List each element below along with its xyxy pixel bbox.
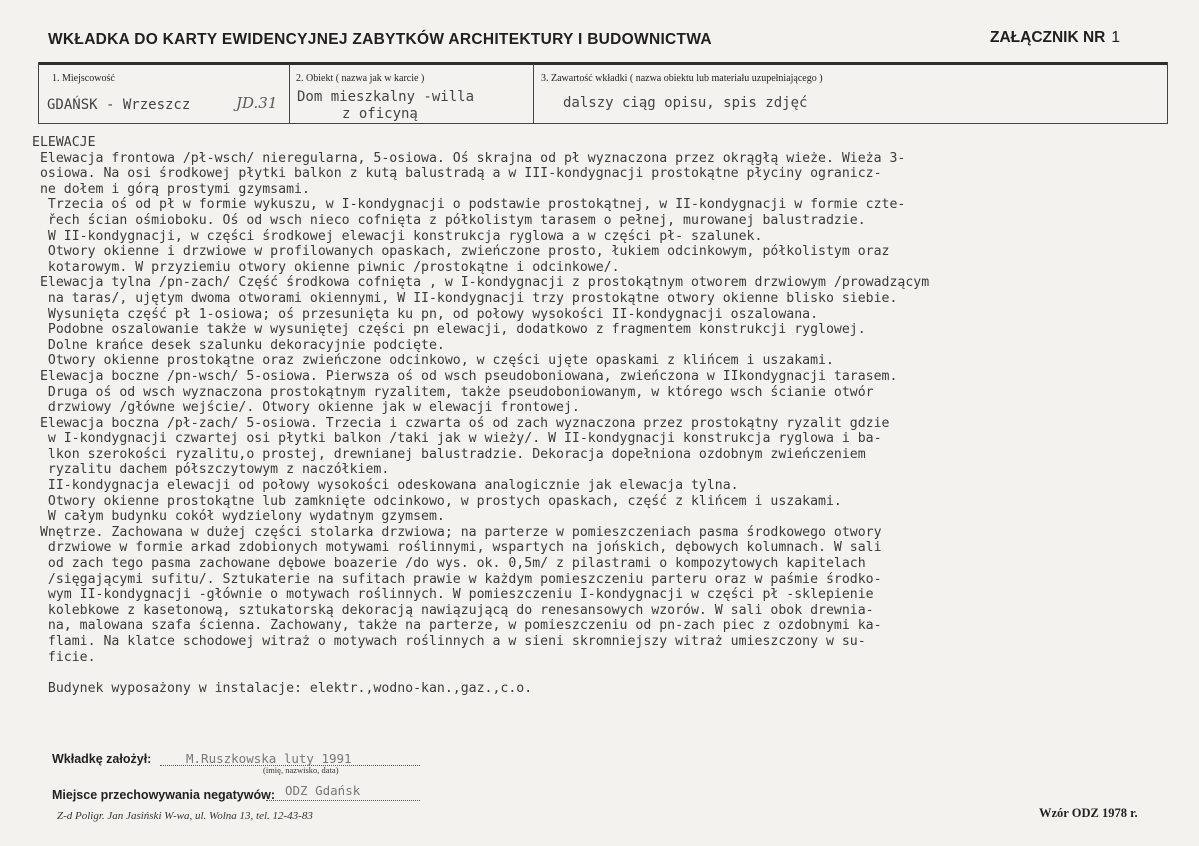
body-line: ne dołem i górą prostymi gzymsami. <box>32 181 310 197</box>
object-label: 2. Obiekt ( nazwa jak w karcie ) <box>296 73 425 84</box>
body-line: W II-kondygnacji, w części środkowej elewacji konstrukcja ryglowa a w części pł- szalunek. <box>32 228 763 244</box>
body-line: od zach tego pasma zachowane dębowe boazerie /do wys. ok. 0,5m/ z pilastrami o kompozytowych kapitelach <box>32 556 866 572</box>
body-line: Dolne krańce desek szalunku dekoracyjnie podcięte. <box>32 337 445 353</box>
annex-number: 1 <box>1111 29 1120 46</box>
printer-imprint: Z-d Poligr. Jan Jasiński W-wa, ul. Wolna 13, tel. 12-43-83 <box>57 810 313 822</box>
contents-value: dalszy ciąg opisu, spis zdjęć <box>563 95 808 111</box>
fields-divider-2 <box>533 64 534 124</box>
fields-box-bottom-rule <box>38 123 1168 124</box>
body-line: Druga oś od wsch wyznaczona prostokątnym ryzalitem, także pseudoboniowanym, w którego wsch ścianie otwór <box>32 384 874 400</box>
location-value: GDAŃSK - Wrzeszcz <box>47 97 191 113</box>
body-line: Elewacja boczna /pł-zach/ 5-osiowa. Trzecia i czwarta oś od zach wyznaczona przez prostokątny ryzalit gdzie <box>32 415 890 431</box>
body-line: Elewacja frontowa /pł-wsch/ nieregularna, 5-osiowa. Oś skrajna od pł wyznaczona przez okrągłą wieże. Wieża 3- <box>32 150 906 166</box>
body-line: lkon szerokości ryzalitu,o prostej, drewnianej balustradzie. Dekoracja dopełniona ozdobnym zwieńczeniem <box>32 446 866 462</box>
body-line: na, malowana szafa ścienna. Zachowany, także na parterze, w pomieszczeniu od pn-zach piec z ozdobnymi ka- <box>32 618 882 634</box>
body-line: osiowa. Na osi środkowej płytki balkon z kutą balustradą a w III-kondygnacji prostokątne płyciny ogranicz- <box>32 166 882 182</box>
body-line: drzwiowe w formie arkad zdobionych motywami roślinnymi, wspartych na jońskich, dębowych kolumnach. W sali <box>32 540 882 556</box>
body-line: Elewacja tylna /pn-zach/ Część środkowa cofnięta , w I-kondygnacji z prostokątnym otworem drzwiowym /prowadzącym <box>32 275 930 291</box>
form-reference: Wzór ODZ 1978 r. <box>1039 806 1138 820</box>
body-line: Otwory okienne prostokątne lub zamknięte odcinkowo, w prostych opaskach, część z klińcem i uszakami. <box>32 493 842 509</box>
body-line: flami. Na klatce schodowej witraż o motywach roślinnych a w sieni skromniejszy witraż umieszczony w su- <box>32 634 866 649</box>
body-line: W całym budynku cokół wydzielony wydatnym gzymsem. <box>32 509 445 525</box>
form-title: WKŁADKA DO KARTY EWIDENCYJNEJ ZABYTKÓW ARCHITEKTURY I BUDOWNICTWA <box>48 31 712 48</box>
object-value-line-1: Dom mieszkalny -willa <box>297 89 475 105</box>
negatives-dotted-line <box>266 800 420 801</box>
body-line: Podobne oszalowanie także w wysuniętej części pn elewacji, dodatkowo z fragmentem konstrukcji ryglowej. <box>32 322 866 338</box>
body-line: Budynek wyposażony w instalacje: elektr.,wodno-kan.,gaz.,c.o. <box>32 680 533 696</box>
fields-box-left-rule <box>38 62 39 124</box>
body-line: /sięgającymi sufitu/. Sztukaterie na sufitach prawie w każdym pomieszczeniu parteru oraz w paśmie środko- <box>32 571 882 587</box>
body-line: w I-kondygnacji czwartej osi płytki balkon /taki jak w wieży/. W II-kondygnacji konstrukcja ryglowa i ba- <box>32 431 882 447</box>
author-label: Wkładkę założył: <box>52 752 152 766</box>
location-label: 1. Miejscowość <box>52 73 115 84</box>
contents-label: 3. Zawartość wkładki ( nazwa obiektu lub materiału uzupełniającego ) <box>541 73 823 84</box>
body-line: kotarowym. W przyziemiu otwory okienne piwnic /prostokątne i odcinkowe/. <box>32 259 620 275</box>
body-line: ficie. <box>32 649 96 665</box>
body-line: Wysunięta część pł 1-osiowa; oś przesunięta ku pn, od połowy wysokości II-kondygnacji oszalowana. <box>32 306 819 322</box>
body-line: Trzecia oś od pł w formie wykuszu, w I-kondygnacji o podstawie prostokątnej, w II-kondygnacji w formie czte- <box>32 197 906 213</box>
description-body <box>32 135 1192 696</box>
fields-box-top-rule <box>38 62 1168 65</box>
author-value: M.Ruszkowska luty 1991 <box>186 751 352 766</box>
location-handwritten-note: JD.31 <box>236 94 278 112</box>
body-line: Elewacja boczne /pn-wsch/ 5-osiowa. Pierwsza oś od wsch pseudoboniowana, zwieńczona w IIkondygnacji tarasem. <box>32 368 898 384</box>
body-line: Wnętrze. Zachowana w dużej części stolarka drzwiowa; na parterze w pomieszczeniach pasma środkowego otwory <box>32 524 882 540</box>
body-line: Otwory okienne i drzwiowe w profilowanych opaskach, zwieńczone prosto, łukiem odcinkowym, półkolistym oraz <box>32 244 890 260</box>
negatives-value: ODZ Gdańsk <box>285 783 361 798</box>
body-line: wym II-kondygnacji -głównie o motywach roślinnych. W pomieszczeniu I-kondygnacji w części pł -sklepienie <box>32 587 874 603</box>
object-value-line-2: z oficyną <box>342 106 418 122</box>
body-line: ELEWACJE <box>32 135 96 150</box>
negatives-label: Miejsce przechowywania negatywów: <box>52 788 275 802</box>
body-line <box>32 665 1192 681</box>
body-line: drzwiowy /główne wejście/. Otwory okienne jak w elewacji frontowej. <box>32 400 580 416</box>
body-line: kolebkowe z kasetonową, sztukatorską dekoracją nawiązującą do renesansowych wzorów. W sali obok drewnia- <box>32 602 874 618</box>
annex-label <box>990 29 1120 47</box>
annex-label-text: ZAŁĄCZNIK NR <box>990 29 1106 46</box>
author-hint: (imię, nazwisko, data) <box>263 765 339 775</box>
body-line: řech ścian ośmioboku. Oś od wsch nieco cofnięta z półkolistym tarasem o pełnej, murowanej balustradzie. <box>32 212 866 228</box>
fields-box-right-rule <box>1167 62 1168 124</box>
fields-divider-1 <box>289 64 290 124</box>
body-line: II-kondygnacja elewacji od połowy wysokości odeskowana analogicznie jak elewacja tylna. <box>32 478 739 494</box>
body-line: na taras/, ujętym dwoma otworami okiennymi, W II-kondygnacji trzy prostokątne otwory okienne blisko siebie. <box>32 290 898 306</box>
body-line: Otwory okienne prostokątne oraz zwieńczone odcinkowo, w części ujęte opaskami z klińcem i uszakami. <box>32 353 834 369</box>
body-line: ryzalitu dachem półszczytowym z naczółkiem. <box>32 462 390 478</box>
